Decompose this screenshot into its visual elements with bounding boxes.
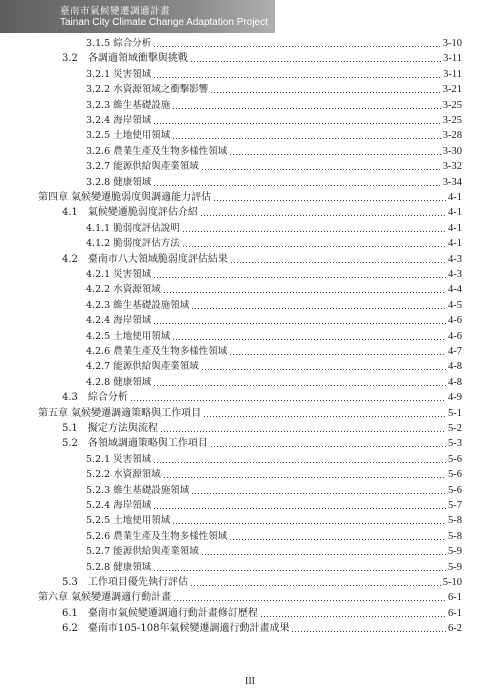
toc-entry[interactable] (62, 51, 462, 65)
toc-entry[interactable] (86, 344, 462, 358)
toc-entry-label: 5.2.3 維生基礎設施領域 (86, 484, 190, 496)
toc-entry-label: 3.1.5 綜合分析 (86, 38, 152, 49)
dot-leader (260, 616, 446, 617)
dot-leader (153, 185, 441, 186)
toc-entry-label: 4.2.5 土地使用領域 (86, 330, 171, 342)
toc-entry[interactable] (86, 529, 462, 543)
dot-leader (201, 554, 446, 555)
dot-leader (182, 246, 446, 247)
toc-entry-page: 4-9 (448, 392, 462, 404)
toc-entry-label: 3.2.3 維生基礎設施 (86, 99, 171, 111)
toc-entry-page: 3-34 (442, 176, 462, 188)
dot-leader (172, 523, 446, 524)
dot-leader (163, 477, 446, 478)
toc-entry-label: 3.2.7 能源供給與產業領域 (86, 161, 199, 173)
toc-entry-page: 5-9 (448, 546, 462, 558)
dot-leader (200, 215, 446, 216)
dot-leader (190, 61, 441, 62)
toc-entry-label: 4.2.7 能源供給與產業領域 (86, 361, 199, 373)
toc-entry[interactable] (86, 221, 462, 235)
toc-entry-label: 4.2.2 水資源領域 (86, 284, 161, 296)
toc-entry-label: 5.2 各領域調適策略與工作項目 (62, 438, 208, 450)
dot-leader (229, 154, 441, 155)
dot-leader (190, 585, 441, 586)
toc-entry-label: 5.2.8 健康領域 (86, 561, 152, 573)
dot-leader (229, 539, 446, 540)
dot-leader (172, 138, 441, 139)
toc-entry-label: 4.1.2 脆弱度評估方法 (86, 238, 180, 250)
toc-entry-page: 3-30 (442, 145, 462, 157)
toc-entry[interactable] (86, 159, 462, 173)
dot-leader (153, 277, 446, 278)
dot-leader (153, 508, 446, 509)
toc-entry[interactable] (86, 375, 462, 389)
header-title-zh: 臺南市氣候變遷調適計畫 (60, 6, 171, 17)
toc-entry-page: 4-6 (448, 315, 462, 327)
toc-entry[interactable] (62, 575, 462, 589)
toc-entry-page: 4-8 (448, 376, 462, 388)
toc-entry-page: 5-7 (448, 500, 462, 511)
toc-entry-label: 5.2.1 災害領域 (86, 453, 152, 465)
toc-entry-label: 5.2.2 水資源領域 (86, 469, 161, 481)
toc-entry-page: 4-4 (448, 284, 462, 296)
toc-entry[interactable] (86, 329, 462, 343)
toc-entry[interactable] (86, 498, 462, 512)
toc-entry[interactable] (38, 190, 462, 204)
toc-entry[interactable] (86, 359, 462, 373)
toc-entry[interactable] (86, 313, 462, 327)
toc-entry-page: 4-1 (448, 192, 462, 203)
dot-leader (153, 46, 441, 47)
toc-entry-label: 4.2.6 農業生產及生物多樣性領域 (86, 346, 228, 357)
toc-entry-page: 3-28 (442, 130, 462, 142)
dot-leader (210, 446, 446, 447)
toc-entry-page: 4-3 (448, 269, 462, 280)
toc-entry-label: 4.1 氣候變遷脆弱度評估介紹 (62, 207, 198, 219)
toc-entry-label: 4.2.4 海岸領域 (86, 315, 152, 327)
toc-entry-label: 第五章 氣候變遷調適策略與工作項目 (38, 407, 202, 419)
toc-entry[interactable] (86, 144, 462, 158)
document-header (0, 0, 275, 33)
toc-entry[interactable] (38, 590, 462, 604)
toc-entry[interactable] (86, 560, 462, 574)
toc-entry-label: 5.2.4 海岸領域 (86, 500, 152, 511)
toc-entry-label: 第六章 氣候變遷調適行動計畫 (38, 592, 172, 604)
toc-entry[interactable] (62, 252, 462, 266)
toc-entry-label: 4.3 綜合分析 (62, 392, 128, 404)
toc-entry-page: 5-6 (448, 469, 462, 481)
toc-entry-label: 3.2.5 土地使用領域 (86, 130, 171, 142)
toc-entry-page: 6-1 (448, 607, 462, 619)
toc-entry-page: 4-1 (448, 238, 462, 250)
toc-entry-label: 3.2.1 災害領域 (86, 68, 152, 80)
toc-entry-label: 5.2.5 土地使用領域 (86, 515, 171, 527)
toc-entry-page: 5-8 (448, 515, 462, 527)
header-title-en: Tainan City Climate Change Adaptation Project (60, 17, 268, 28)
dot-leader (153, 385, 446, 386)
toc-entry-page: 4-7 (448, 346, 462, 357)
toc-entry-label: 4.2.8 健康領域 (86, 376, 152, 388)
toc-entry-page: 5-2 (448, 423, 462, 434)
toc-entry[interactable] (62, 606, 462, 620)
toc-entry-page: 4-6 (448, 330, 462, 342)
toc-entry[interactable] (86, 113, 462, 127)
toc-entry-page: 5-9 (448, 561, 462, 573)
toc-entry[interactable] (86, 513, 462, 527)
dot-leader (191, 493, 446, 494)
toc-entry[interactable] (62, 621, 462, 635)
toc-entry-label: 3.2.4 海岸領域 (86, 115, 152, 126)
toc-entry[interactable] (62, 390, 462, 404)
toc-entry-page: 5-3 (448, 438, 462, 450)
page-number: III (245, 676, 255, 687)
dot-leader (172, 108, 441, 109)
dot-leader (153, 570, 446, 571)
toc-entry-page: 3-11 (443, 68, 462, 80)
toc-entry[interactable] (86, 236, 462, 250)
dot-leader (130, 400, 446, 401)
toc-entry-label: 4.2.1 災害領域 (86, 269, 152, 280)
toc-entry[interactable] (86, 467, 462, 481)
toc-entry-page: 4-3 (448, 253, 462, 265)
toc-entry-label: 6.1 臺南市氣候變遷調適行動計畫修訂歷程 (62, 607, 258, 619)
toc-entry-label: 4.2 臺南市八大領域脆弱度評估結果 (62, 253, 228, 265)
toc-entry-label: 5.2.7 能源供給與產業領域 (86, 546, 199, 558)
toc-entry-label: 5.3 工作項目優先執行評估 (62, 577, 188, 588)
toc-entry[interactable] (62, 421, 462, 435)
toc-entry[interactable] (86, 298, 462, 312)
toc-entry[interactable] (86, 282, 462, 296)
toc-entry-label: 3.2 各調適領域衝擊與挑戰 (62, 53, 188, 65)
toc-entry-label: 3.2.2 水資源領域之衝擊影響 (86, 84, 209, 96)
toc-entry-page: 3-32 (442, 161, 462, 173)
dot-leader (163, 292, 446, 293)
dot-leader (291, 631, 446, 632)
toc-entry-page: 3-25 (442, 99, 462, 111)
toc-entry-page: 5-10 (442, 577, 462, 588)
toc-entry-page: 4-1 (448, 207, 462, 219)
toc-entry-page: 6-2 (448, 623, 462, 635)
dot-leader (153, 77, 441, 78)
toc-entry[interactable] (86, 36, 462, 50)
toc-entry[interactable] (86, 483, 462, 497)
toc-entry[interactable] (62, 205, 462, 219)
toc-entry-page: 4-1 (448, 222, 462, 234)
toc-entry[interactable] (86, 98, 462, 112)
toc-entry-label: 4.2.3 維生基礎設施領域 (86, 299, 190, 311)
toc-entry-page: 4-8 (448, 361, 462, 373)
dot-leader (172, 339, 446, 340)
dot-leader (173, 600, 446, 601)
toc-entry-page: 3-21 (442, 84, 462, 96)
toc-entry[interactable] (62, 436, 462, 450)
dot-leader (182, 231, 446, 232)
toc-entry[interactable] (38, 406, 462, 420)
dot-leader (191, 308, 446, 309)
dot-leader (229, 354, 446, 355)
toc-entry-page: 5-1 (448, 407, 462, 419)
toc-entry-page: 6-1 (448, 592, 462, 604)
toc-entry-page: 3-10 (442, 38, 462, 49)
dot-leader (213, 200, 446, 201)
toc-entry-page: 5-6 (448, 453, 462, 465)
toc-entry-label: 第四章 氣候變遷脆弱度與調適能力評估 (38, 192, 212, 203)
dot-leader (210, 92, 441, 93)
toc-entry-page: 3-11 (443, 53, 462, 65)
dot-leader (153, 462, 446, 463)
toc-entry[interactable] (86, 175, 462, 189)
dot-leader (201, 369, 446, 370)
toc-entry[interactable] (86, 67, 462, 81)
toc-entry[interactable] (86, 267, 462, 281)
dot-leader (230, 262, 446, 263)
toc-entry[interactable] (86, 544, 462, 558)
dot-leader (153, 323, 446, 324)
toc-entry-label: 3.2.8 健康領域 (86, 176, 152, 188)
toc-entry[interactable] (86, 452, 462, 466)
toc-entry-label: 3.2.6 農業生產及生物多樣性領域 (86, 145, 228, 157)
dot-leader (153, 123, 441, 124)
dot-leader (201, 169, 441, 170)
toc-entry-label: 5.1 擬定方法與流程 (62, 423, 158, 434)
toc-entry-label: 4.1.1 脆弱度評估說明 (86, 222, 180, 234)
toc-entry[interactable] (86, 82, 462, 96)
toc-entry[interactable] (86, 128, 462, 142)
toc-entry-page: 5-8 (448, 530, 462, 542)
dot-leader (203, 416, 446, 417)
toc-entry-page: 4-5 (448, 299, 462, 311)
toc-entry-label: 5.2.6 農業生產及生物多樣性領域 (86, 530, 228, 542)
toc-entry-page: 5-6 (448, 484, 462, 496)
dot-leader (160, 431, 446, 432)
toc-entry-label: 6.2 臺南市105-108年氣候變遷調適行動計畫成果 (62, 623, 290, 635)
toc-entry-page: 3-25 (442, 115, 462, 126)
